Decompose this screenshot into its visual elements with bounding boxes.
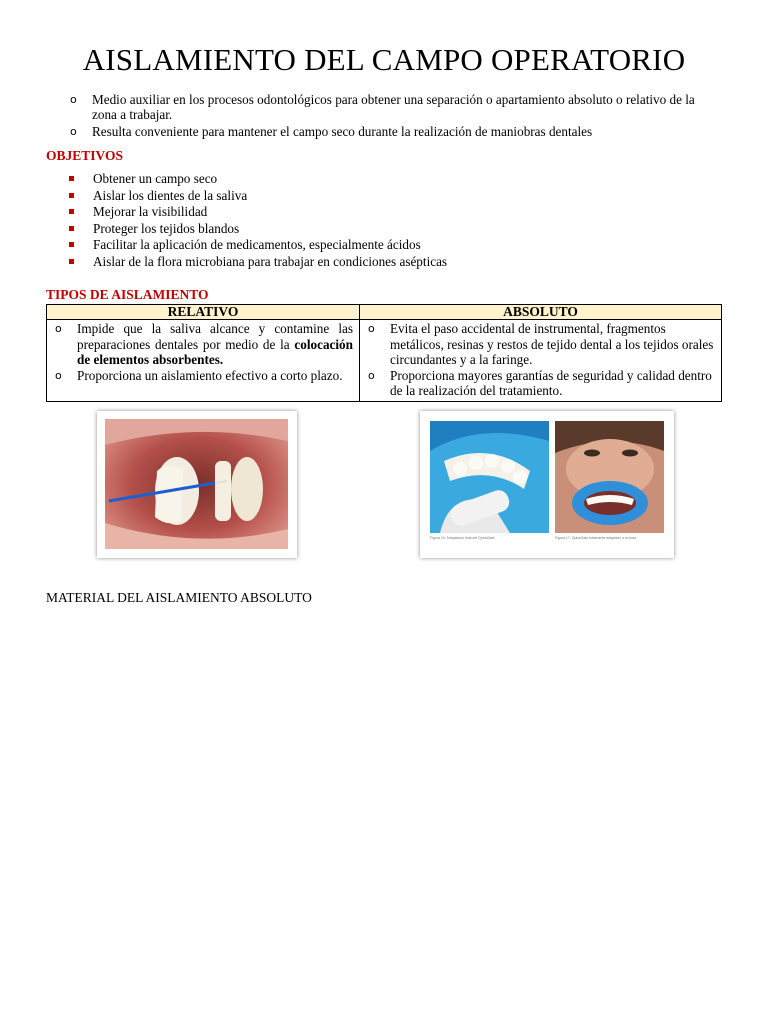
list-item — [66, 171, 447, 188]
objetivos-heading: OBJETIVOS — [46, 148, 124, 163]
intro-text: Medio auxiliar en los procesos odontológicos para obtener una separación o apartamiento absoluto o relativo de la zona a trabajar. — [92, 92, 695, 122]
hollow-circle-icon: o — [368, 368, 375, 382]
hollow-circle-icon: o — [55, 368, 62, 382]
relative-isolation-photo — [97, 411, 297, 558]
red-square-icon — [69, 226, 74, 231]
red-square-icon — [69, 259, 74, 264]
hollow-circle-icon: o — [368, 322, 375, 335]
list-item — [60, 92, 720, 122]
objective-text: Facilitar la aplicación de medicamentos, especialmente ácidos — [93, 237, 421, 252]
list-item — [60, 124, 720, 139]
list-item — [66, 221, 447, 238]
absoluto-header: ABSOLUTO — [360, 305, 722, 320]
relativo-bold-text: colocación de elementos absorbentes. — [77, 336, 353, 367]
objectives-list — [66, 171, 447, 270]
absoluto-text-2: Proporciona mayores garantías de seguridad y calidad dentro de la realización del tratamiento. — [390, 367, 712, 398]
objective-text: Aislar los dientes de la saliva — [93, 187, 248, 203]
relativo-text-1: Impide que la saliva alcance y contamine las preparaciones dentales por medio de la — [77, 321, 353, 352]
objective-text: Aislar de la flora microbiana para trabajar en condiciones asépticas — [93, 253, 448, 269]
red-square-icon — [69, 242, 74, 247]
list-item — [66, 254, 447, 271]
list-item — [66, 237, 447, 254]
table-header-row — [47, 305, 722, 320]
red-square-icon — [69, 176, 74, 181]
hollow-circle-icon: o — [70, 125, 77, 138]
red-square-icon — [69, 209, 74, 214]
red-square-icon — [69, 193, 74, 198]
absoluto-cell — [360, 320, 722, 402]
objective-text: Mejorar la visibilidad — [93, 204, 208, 219]
absolute-isolation-photo — [420, 411, 674, 558]
objective-text: Obtener un campo seco — [93, 171, 218, 186]
absoluto-list — [366, 321, 715, 399]
figure-caption-left: Figura 16. Adaptación final del OptraGate — [430, 536, 495, 540]
tipos-heading: TIPOS DE AISLAMIENTO — [46, 287, 209, 302]
list-item — [366, 368, 715, 399]
figure-caption-right: Figura 17. OptraGate totalmente adaptado a la boca — [555, 536, 637, 540]
absoluto-text-1: Evita el paso accidental de instrumental, fragmentos metálicos, resinas y restos de tejido dental a los tejidos orales circundantes y a la faringe. — [390, 321, 714, 367]
list-item — [366, 321, 715, 368]
list-item — [53, 321, 353, 368]
list-item — [53, 368, 353, 384]
relativo-header: RELATIVO — [47, 305, 360, 320]
intro-text: Resulta conveniente para mantener el campo seco durante la realización de maniobras dentales — [92, 124, 593, 139]
table-row — [47, 320, 722, 402]
optragate-photo-illustration — [420, 411, 674, 558]
relativo-text-2: Proporciona un aislamiento efectivo a corto plazo. — [77, 367, 343, 383]
hollow-circle-icon: o — [70, 93, 77, 106]
objective-text: Proteger los tejidos blandos — [93, 220, 240, 236]
hollow-circle-icon: o — [55, 322, 62, 335]
page-title: AISLAMIENTO DEL CAMPO OPERATORIO — [82, 42, 686, 77]
relativo-cell — [47, 320, 360, 402]
relativo-list — [53, 321, 353, 383]
isolation-types-table — [46, 304, 722, 402]
list-item — [66, 204, 447, 221]
list-item — [66, 188, 447, 205]
intro-list — [60, 92, 720, 141]
mouth-photo-illustration — [97, 411, 297, 558]
material-heading: MATERIAL DEL AISLAMIENTO ABSOLUTO — [46, 590, 312, 605]
